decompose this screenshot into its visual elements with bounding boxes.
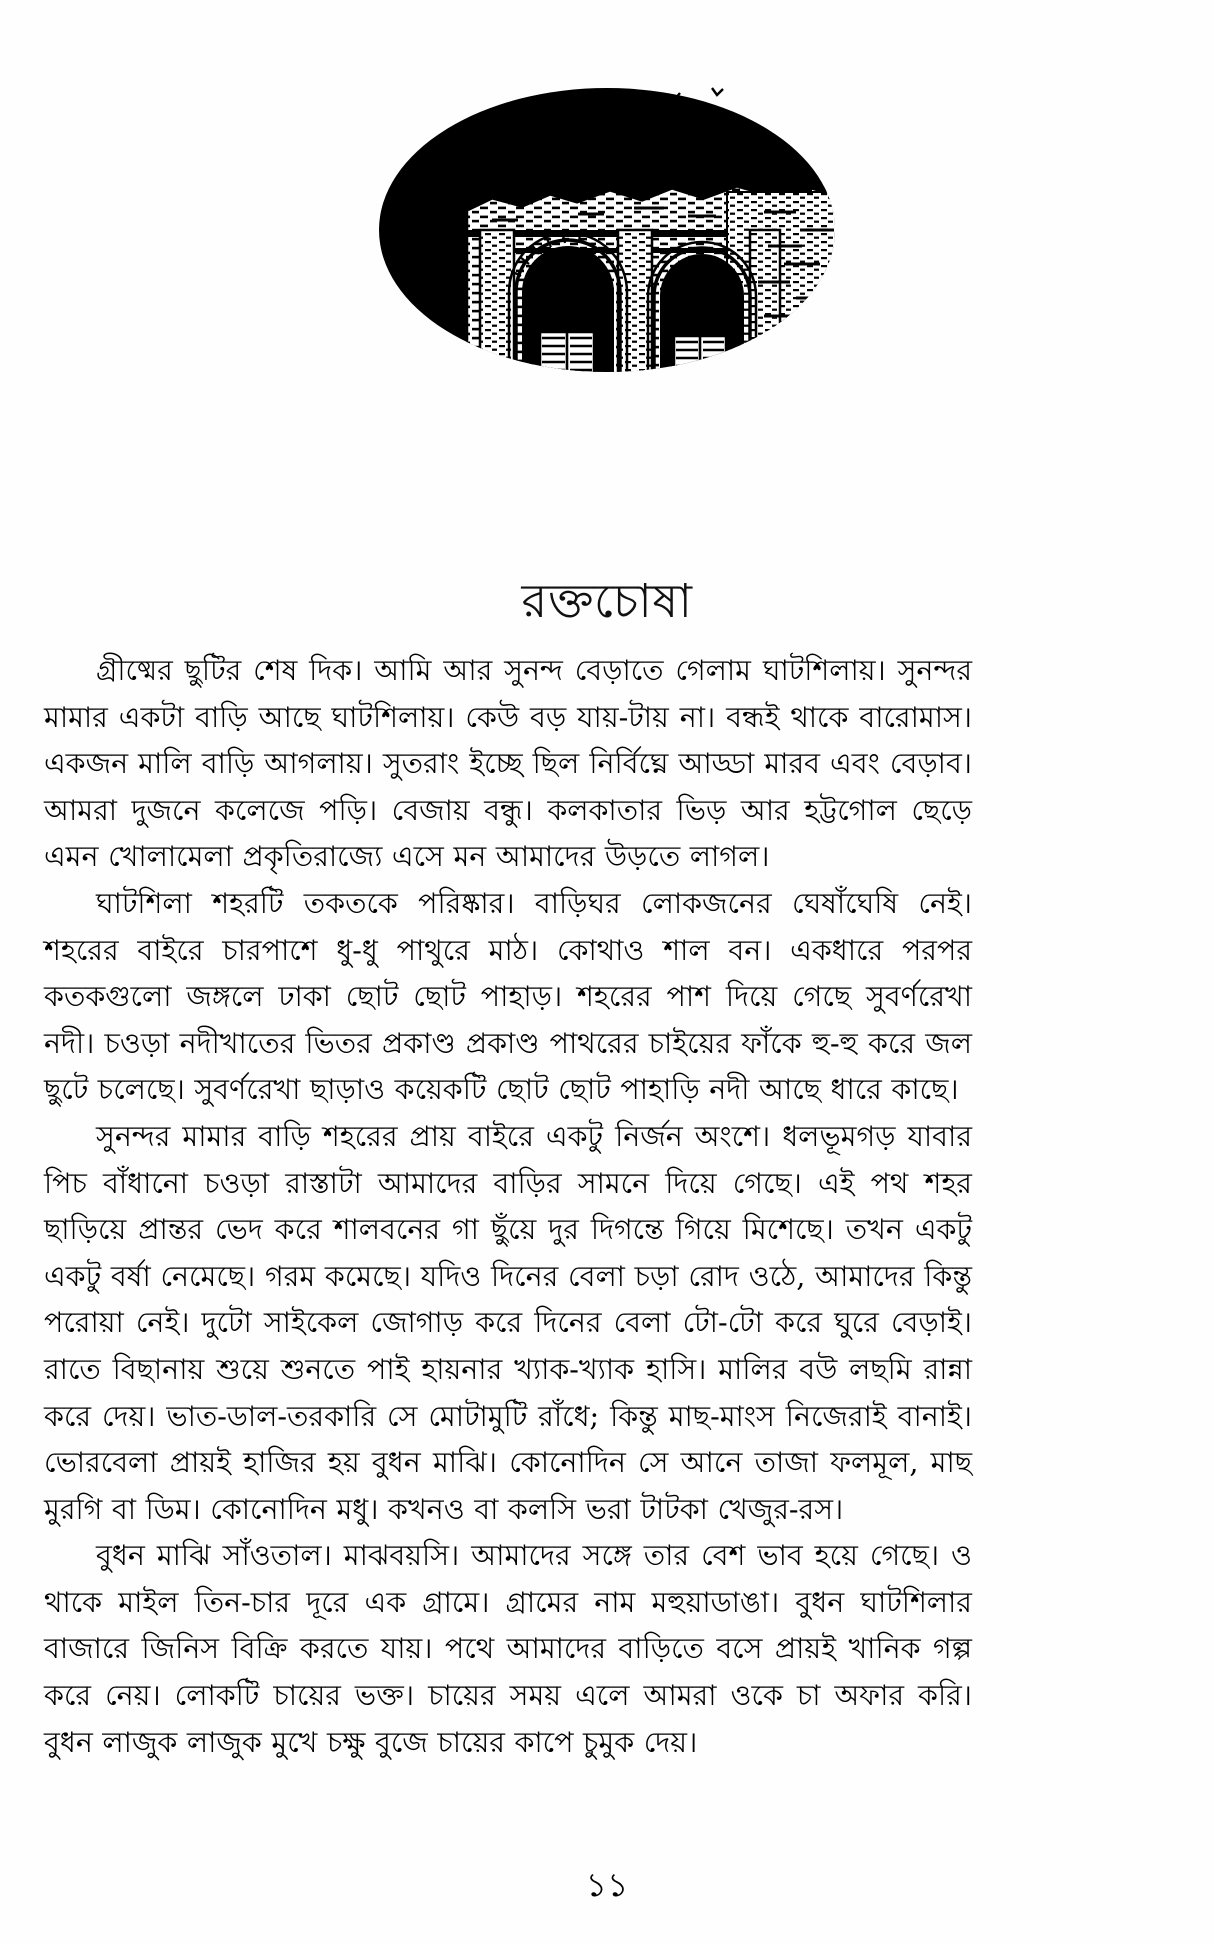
paragraph-1: গ্রীষ্মের ছুটির শেষ দিক। আমি আর সুনন্দ বেড়াতে গেলাম ঘাটশিলায়। সুনন্দর মামার একটা বাড়ি আছে ঘাটশিলায়। কেউ বড় যায়-টায় না। বন্ধই থাকে বারোমাস। একজন মালি বাড়ি আগলায়। সুতরাং ইচ্ছে ছিল নির্বিঘ্নে আড্ডা মারব এবং বেড়াব। আমরা দুজনে কলেজে পড়ি। বেজায় বন্ধু। কলকাতার ভিড় আর হট্টগোল ছেড়ে এমন খোলামেলা প্রকৃতিরাজ্যে এসে মন আমাদের উড়তে লাগল। bbox=[44, 654, 972, 874]
story-title: রক্তচোষা bbox=[521, 576, 693, 629]
door-panel-right bbox=[674, 336, 726, 380]
paragraph-4: বুধন মাঝি সাঁওতাল। মাঝবয়সি। আমাদের সঙ্গে তার বেশ ভাব হয়ে গেছে। ও থাকে মাইল তিন-চার দূরে এক গ্রামে। গ্রামের নাম মহুয়াডাঙা। বুধন ঘাটশিলার বাজারে জিনিস বিক্রি করতে যায়। পথে আমাদের বাড়িতে বসে প্রায়ই খানিক গল্প করে নেয়। লোকটি চায়ের ভক্ত। চায়ের সময় এলে আমরা ওকে চা অফার করি। বুধন লাজুক লাজুক মুখে চক্ষু বুজে চায়ের কাপে চুমুক দেয়। bbox=[44, 1539, 972, 1759]
chapter-illustration bbox=[0, 70, 1214, 390]
door-panel-left bbox=[540, 332, 594, 380]
pilaster-right bbox=[750, 230, 780, 380]
ruined-stone-archway-illustration bbox=[372, 80, 842, 380]
page-body-text bbox=[44, 648, 972, 1766]
page-number: ১১ bbox=[585, 1865, 629, 1904]
ground-line bbox=[372, 372, 842, 380]
paragraph-3: সুনন্দর মামার বাড়ি শহরের প্রায় বাইরে একটু নির্জন অংশে। ধলভূমগড় যাবার পিচ বাঁধানো চওড়া রাস্তাটা আমাদের বাড়ির সামনে দিয়ে গেছে। এই পথ শহর ছাড়িয়ে প্রান্তর ভেদ করে শালবনের গা ছুঁয়ে দুর দিগন্তে গিয়ে মিশেছে। তখন একটু একটু বর্ষা নেমেছে। গরম কমেছে। যদিও দিনের বেলা চড়া রোদ ওঠে, আমাদের কিন্তু পরোয়া নেই। দুটো সাইকেল জোগাড় করে দিনের বেলা টো-টো করে ঘুরে বেড়াই। রাতে বিছানায় শুয়ে শুনতে পাই হায়নার খ্যাক-খ্যাক হাসি। মালির বউ লছমি রান্না করে দেয়। ভাত-ডাল-তরকারি সে মোটামুটি রাঁধে; কিন্তু মাছ-মাংস নিজেরাই বানাই। ভোরবেলা প্রায়ই হাজির হয় বুধন মাঝি। কোনোদিন সে আনে তাজা ফলমূল, মাছ মুরগি বা ডিম। কোনোদিন মধু। কখনও বা কলসি ভরা টাটকা খেজুর-রস। bbox=[44, 1119, 972, 1526]
bird-icon-right bbox=[712, 88, 723, 95]
ruin-rubble-right bbox=[727, 192, 842, 380]
paragraph-2: ঘাটশিলা শহরটি তকতকে পরিষ্কার। বাড়িঘর লোকজনের ঘেষাঁঘেষি নেই। শহরের বাইরে চারপাশে ধু-ধু পাথুরে মাঠ। কোথাও শাল বন। একধারে পরপর কতকগুলো জঙ্গলে ঢাকা ছোট ছোট পাহাড়। শহরের পাশ দিয়ে গেছে সুবর্ণরেখা নদী। চওড়া নদীখাতের ভিতর প্রকাণ্ড প্রকাণ্ড পাথরের চাইয়ের ফাঁকে হু-হু করে জল ছুটে চলেছে। সুবর্ণরেখা ছাড়াও কয়েকটি ছোট ছোট পাহাড়ি নদী আছে ধারে কাছে। bbox=[44, 886, 972, 1107]
arch-doorway-right bbox=[660, 254, 744, 380]
bird-icon-group bbox=[668, 88, 723, 100]
